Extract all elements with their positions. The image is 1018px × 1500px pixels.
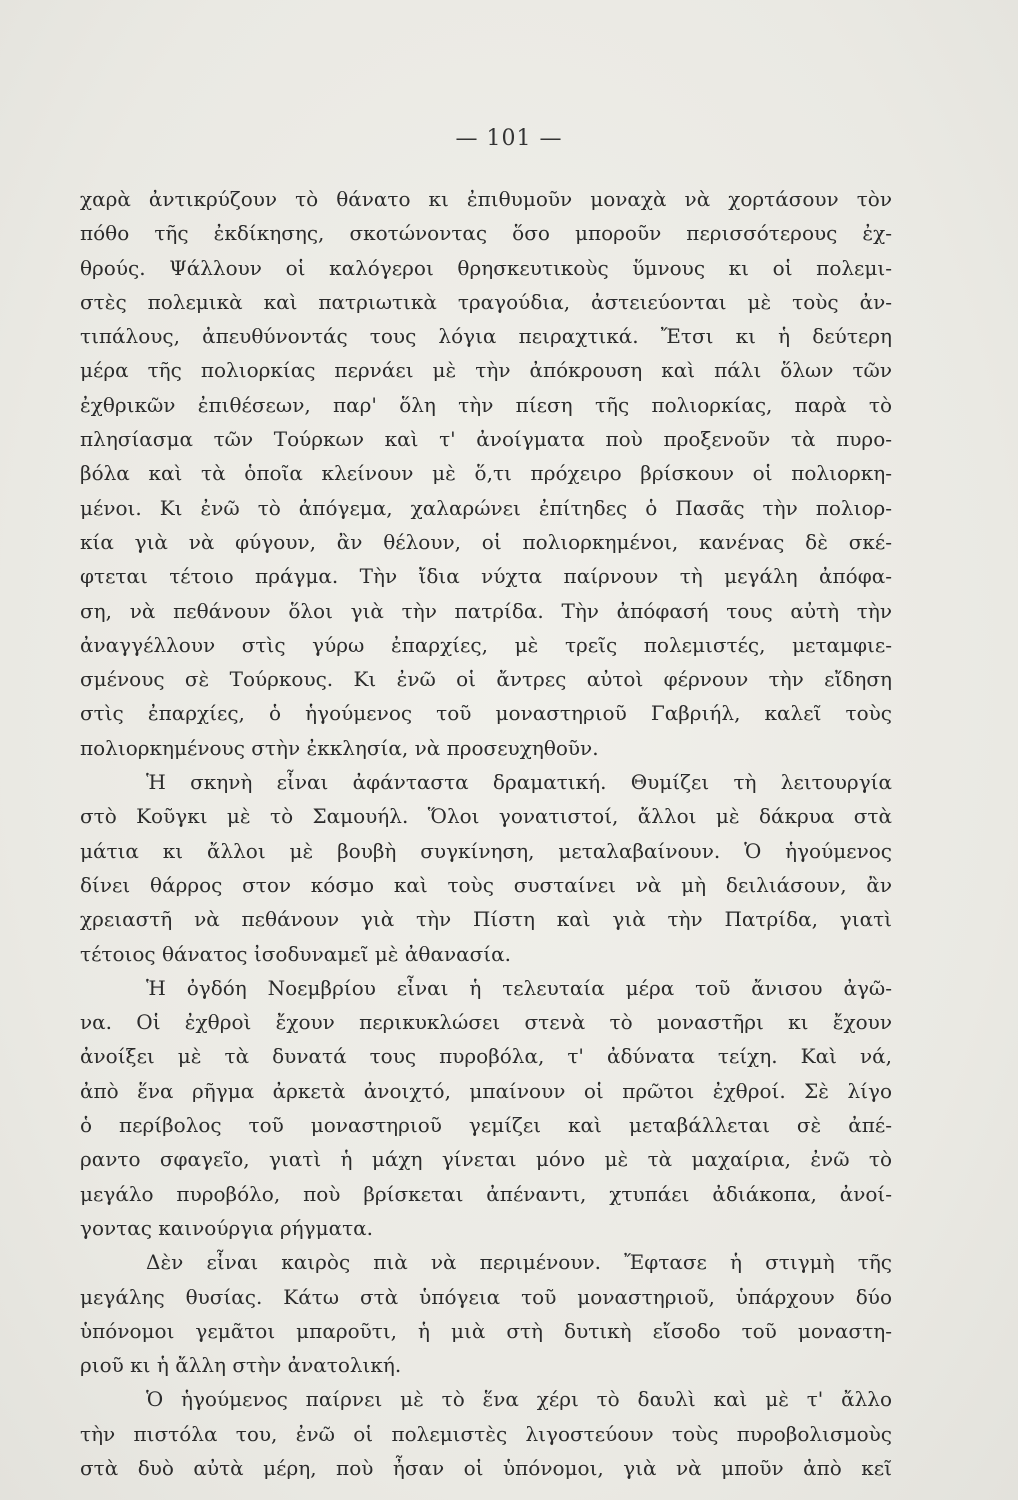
text-line: κία γιὰ νὰ φύγουν, ἂν θέλουν, οἱ πολιορκημένοι, κανένας δὲ σκέ- (80, 529, 892, 554)
body-text (80, 182, 892, 1485)
text-line: πλησίασμα τῶν Τούρκων καὶ τ' ἀνοίγματα ποὺ προξενοῦν τὰ πυρο- (80, 427, 892, 452)
text-line: στὲς πολεμικὰ καὶ πατριωτικὰ τραγούδια, ἀστειεύονται μὲ τοὺς ἀν- (80, 289, 892, 314)
text-line: Ἡ σκηνὴ εἶναι ἀφάνταστα δραματική. Θυμίζει τὴ λειτουργία (146, 770, 892, 795)
text-line: ση, νὰ πεθάνουν ὅλοι γιὰ τὴν πατρίδα. Τὴν ἀπόφασή τους αὐτὴ τὴν (80, 598, 892, 623)
text-line: τιπάλους, ἀπευθύνοντάς τους λόγια πειραχτικά. Ἔτσι κι ἡ δεύτερη (80, 324, 892, 349)
text-line: Δὲν εἶναι καιρὸς πιὰ νὰ περιμένουν. Ἔφτασε ἡ στιγμὴ τῆς (146, 1250, 892, 1275)
text-line: μένοι. Κι ἐνῶ τὸ ἀπόγεμα, χαλαρώνει ἐπίτηδες ὁ Πασᾶς τὴν πολιορ- (80, 495, 892, 520)
text-line: δίνει θάρρος στον κόσμο καὶ τοὺς συσταίνει νὰ μὴ δειλιάσουν, ἂν (80, 872, 892, 897)
text-line: πόθο τῆς ἐκδίκησης, σκοτώνοντας ὅσο μποροῦν περισσότερους ἐχ- (80, 221, 892, 246)
text-line: να. Οἱ ἐχθροὶ ἔχουν περικυκλώσει στενὰ τὸ μοναστῆρι κι ἔχουν (80, 1010, 892, 1035)
text-line: ραντο σφαγεῖο, γιατὶ ἡ μάχη γίνεται μόνο μὲ τὰ μαχαίρια, ἐνῶ τὸ (80, 1147, 892, 1172)
text-line: πολιορκημένους στὴν ἐκκλησία, νὰ προσευχηθοῦν. (80, 735, 599, 760)
text-line: μεγάλο πυροβόλο, ποὺ βρίσκεται ἀπέναντι, χτυπάει ἀδιάκοπα, ἀνοί- (80, 1181, 892, 1206)
text-line: τὴν πιστόλα του, ἐνῶ οἱ πολεμιστὲς λιγοστεύουν τοὺς πυροβολισμοὺς (80, 1421, 892, 1446)
text-line: ριοῦ κι ἡ ἄλλη στὴν ἀνατολική. (80, 1353, 402, 1378)
text-line: χαρὰ ἀντικρύζουν τὸ θάνατο κι ἐπιθυμοῦν μοναχὰ νὰ χορτάσουν τὸν (80, 187, 892, 211)
text-line: γοντας καινούργια ρήγματα. (80, 1215, 374, 1240)
text-line: μεγάλης θυσίας. Κάτω στὰ ὑπόγεια τοῦ μοναστηριοῦ, ὑπάρχουν δύο (80, 1284, 892, 1309)
text-line: Ἡ ὀγδόη Νοεμβρίου εἶναι ἡ τελευταία μέρα τοῦ ἄνισου ἀγῶ- (146, 975, 892, 1000)
text-line: ἀπὸ ἕνα ρῆγμα ἀρκετὰ ἀνοιχτό, μπαίνουν οἱ πρῶτοι ἐχθροί. Σὲ λίγο (80, 1078, 892, 1103)
text-line: μάτια κι ἄλλοι μὲ βουβὴ συγκίνηση, μεταλαβαίνουν. Ὁ ἡγούμενος (80, 838, 892, 863)
text-line: τέτοιος θάνατος ἰσοδυναμεῖ μὲ ἀθανασία. (80, 941, 511, 966)
text-line: στὸ Κοῦγκι μὲ τὸ Σαμουήλ. Ὅλοι γονατιστοί, ἄλλοι μὲ δάκρυα στὰ (80, 804, 892, 829)
text-line: ἀνοίξει μὲ τὰ δυνατά τους πυροβόλα, τ' ἀδύνατα τείχη. Καὶ νά, (80, 1044, 892, 1069)
text-line: φτεται τέτοιο πράγμα. Τὴν ἴδια νύχτα παίρνουν τὴ μεγάλη ἀπόφα- (80, 564, 892, 589)
text-line: βόλα καὶ τὰ ὁποῖα κλείνουν μὲ ὅ,τι πρόχειρο βρίσκουν οἱ πολιορκη- (80, 461, 892, 486)
text-line: ἀναγγέλλουν στὶς γύρω ἐπαρχίες, μὲ τρεῖς πολεμιστές, μεταμφιε- (80, 632, 892, 657)
text-line: ὑπόνομοι γεμᾶτοι μπαροῦτι, ἡ μιὰ στὴ δυτικὴ εἴσοδο τοῦ μοναστη- (80, 1318, 892, 1343)
text-line: θρούς. Ψάλλουν οἱ καλόγεροι θρησκευτικοὺς ὕμνους κι οἱ πολεμι- (80, 255, 892, 280)
text-line: χρειαστῆ νὰ πεθάνουν γιὰ τὴν Πίστη καὶ γιὰ τὴν Πατρίδα, γιατὶ (80, 907, 892, 932)
text-line: στὶς ἐπαρχίες, ὁ ἡγούμενος τοῦ μοναστηριοῦ Γαβριήλ, καλεῖ τοὺς (80, 701, 892, 726)
text-line: σμένους σὲ Τούρκους. Κι ἐνῶ οἱ ἄντρες αὐτοὶ φέρνουν τὴν εἴδηση (80, 667, 892, 692)
page-number: — 101 — (455, 126, 563, 151)
text-line: ἐχθρικῶν ἐπιθέσεων, παρ' ὅλη τὴν πίεση τῆς πολιορκίας, παρὰ τὸ (80, 392, 892, 417)
text-line: στὰ δυὸ αὐτὰ μέρη, ποὺ ἦσαν οἱ ὑπόνομοι, γιὰ νὰ μποῦν ἀπὸ κεῖ (80, 1455, 892, 1480)
text-line: μέρα τῆς πολιορκίας περνάει μὲ τὴν ἀπόκρουση καὶ πάλι ὅλων τῶν (80, 358, 892, 383)
text-line: ὁ περίβολος τοῦ μοναστηριοῦ γεμίζει καὶ μεταβάλλεται σὲ ἀπέ- (80, 1113, 892, 1138)
text-line: Ὁ ἡγούμενος παίρνει μὲ τὸ ἕνα χέρι τὸ δαυλὶ καὶ μὲ τ' ἄλλο (146, 1387, 892, 1412)
